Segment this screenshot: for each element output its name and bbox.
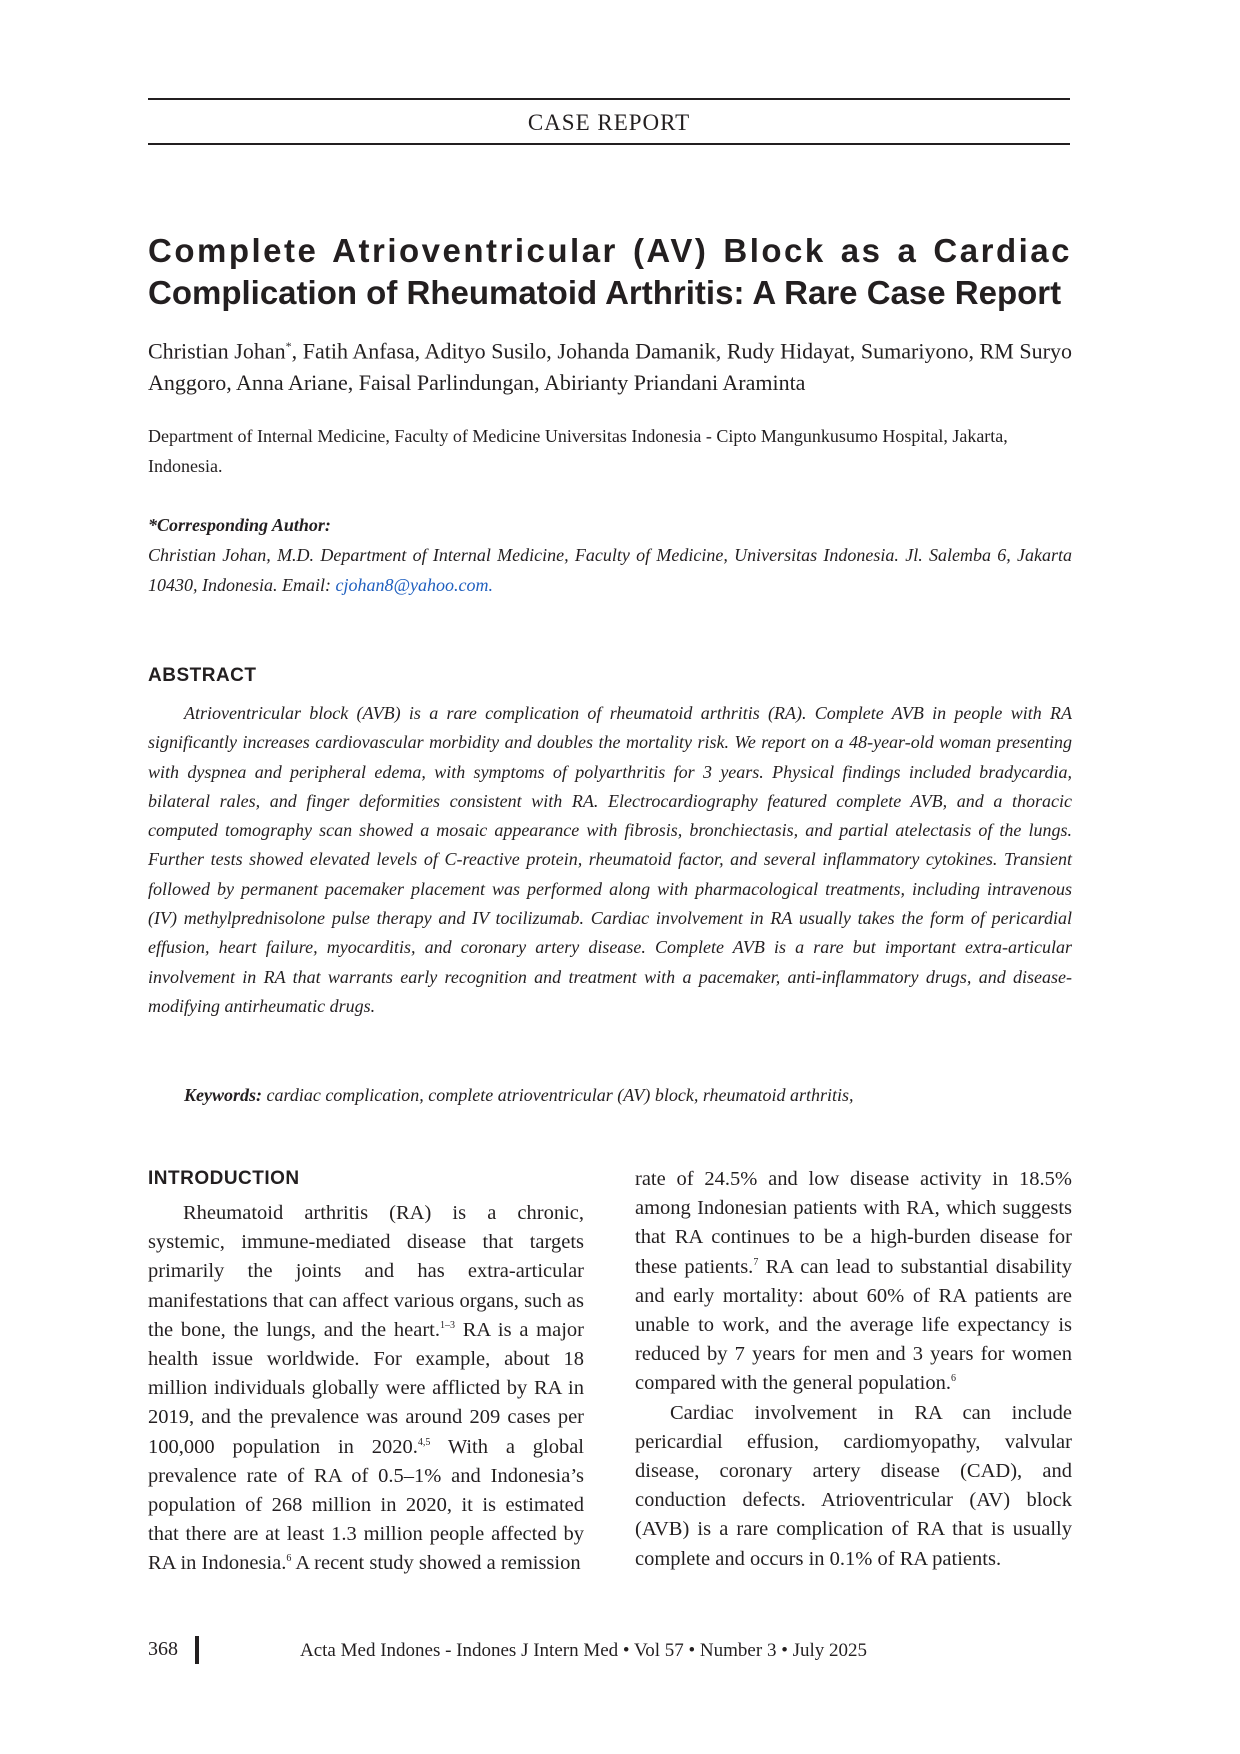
intro-text: With a global prevalence rate of RA of 0.5–1% and Indonesia’s population of 268 million in 2020, it is estimated that there are at least 1.3 million people affected by RA in Indonesia.	[148, 1435, 584, 1575]
section-label: CASE REPORT	[527, 110, 691, 135]
citation: 6	[286, 1553, 292, 1565]
citation: 7	[753, 1256, 759, 1268]
other-authors: , Fatih Anfasa, Adityo Susilo, Johanda Damanik, Rudy Hidayat, Sumariyono, RM Suryo Anggoro, Anna Ariane, Faisal Parlindungan, Abirianty Priandani Araminta	[148, 338, 1072, 396]
journal-citation: Acta Med Indones - Indones J Intern Med • Vol 57 • Number 3 • July 2025	[300, 1640, 868, 1661]
affiliation: Department of Internal Medicine, Faculty of Medicine Universitas Indonesia - Cipto Mangunkusumo Hospital, Jakarta, Indonesia.	[148, 426, 1008, 476]
abstract-text: Atrioventricular block (AVB) is a rare complication of rheumatoid arthritis (RA). Complete AVB in people with RA significantly increases cardiovascular morbidity and doubles the mortality risk. We report on a 48-year-old woman presenting with dyspnea and peripheral edema, with symptoms of polyarthritis for 3 years. Physical findings included bradycardia, bilateral rales, and finger deformities consistent with RA. Electrocardiography featured complete AVB, and a thoracic computed tomography scan showed a mosaic appearance with fibrosis, bronchiectasis, and partial atelectasis of the lungs. Further tests showed elevated levels of C-reactive protein, rheumatoid factor, and several inflammatory cytokines. Transient followed by permanent pacemaker placement was performed along with pharmacological treatments, including intravenous (IV) methylprednisolone pulse therapy and IV tocilizumab. Cardiac involvement in RA usually takes the form of pericardial effusion, heart failure, myocarditis, and coronary artery disease. Complete AVB is a rare but important extra-articular involvement in RA that warrants early recognition and treatment with a pacemaker, anti-inflammatory drugs, and disease-modifying antirheumatic drugs.	[148, 703, 1072, 1016]
article-title	[148, 230, 1072, 314]
article-title-line-1: Complete Atrioventricular (AV) Block as a Cardiac	[148, 232, 1072, 269]
header-rule-bottom	[148, 143, 1070, 145]
page-number: 368	[148, 1638, 178, 1660]
email-link[interactable]: cjohan8@yahoo.com.	[335, 575, 494, 595]
keywords-label: Keywords:	[184, 1085, 262, 1105]
citation: 6	[950, 1373, 956, 1385]
intro-paragraph	[635, 1165, 1072, 1399]
corresponding-mark: *	[285, 339, 292, 353]
corresponding-text: Christian Johan, M.D. Department of Internal Medicine, Faculty of Medicine, Universitas Indonesia. Jl. Salemba 6, Jakarta 10430, Indonesia. Email:	[148, 545, 1072, 595]
intro-paragraph: Cardiac involvement in RA can include pericardial effusion, cardiomyopathy, valvular disease, coronary artery disease (CAD), and conduction defects. Atrioventricular (AV) block (AVB) is a rare complication of RA that is usually complete and occurs in 0.1% of RA patients.	[635, 1401, 1072, 1570]
page-number-bar	[195, 1636, 199, 1664]
keywords	[184, 1081, 1072, 1110]
corresponding-heading: *Corresponding Author:	[148, 515, 331, 535]
corresponding-author-block	[148, 510, 1072, 600]
header-rule-top	[148, 98, 1070, 100]
intro-text: A recent study showed a remission	[291, 1552, 581, 1575]
article-title-line-2: Complication of Rheumatoid Arthritis: A Rare Case Report	[148, 274, 1062, 311]
intro-right-column	[635, 1165, 1072, 1574]
intro-text: RA can lead to substantial disability and early mortality: about 60% of RA patients are unable to work, and the average life expectancy is reduced by 7 years for men and 3 years for women compared with the general population.	[635, 1255, 1072, 1395]
intro-text: rate of 24.5% and low disease activity in 18.5% among Indonesian patients with RA, which suggests that RA continues to be a high-burden disease for these patients.	[635, 1168, 1072, 1278]
keywords-text: cardiac complication, complete atrioventricular (AV) block, rheumatoid arthritis,	[262, 1085, 854, 1105]
abstract-heading: ABSTRACT	[148, 665, 257, 686]
author-list	[148, 330, 1072, 399]
intro-text: RA is a major health issue worldwide. For example, about 18 million individuals globally were afflicted by RA in 2019, and the prevalence was around 209 cases per 100,000 population in 2020.	[148, 1318, 585, 1458]
citation: 4,5	[417, 1436, 431, 1448]
citation: 1–3	[439, 1319, 455, 1331]
introduction-heading: INTRODUCTION	[148, 1168, 300, 1189]
first-author: Christian Johan	[148, 338, 286, 364]
intro-left-column	[148, 1199, 584, 1579]
intro-text: Rheumatoid arthritis (RA) is a chronic, systemic, immune-mediated disease that targets primarily the joints and has extra-articular manifestations that can affect various organs, such as the bone, the lungs, and the heart.	[148, 1202, 584, 1341]
